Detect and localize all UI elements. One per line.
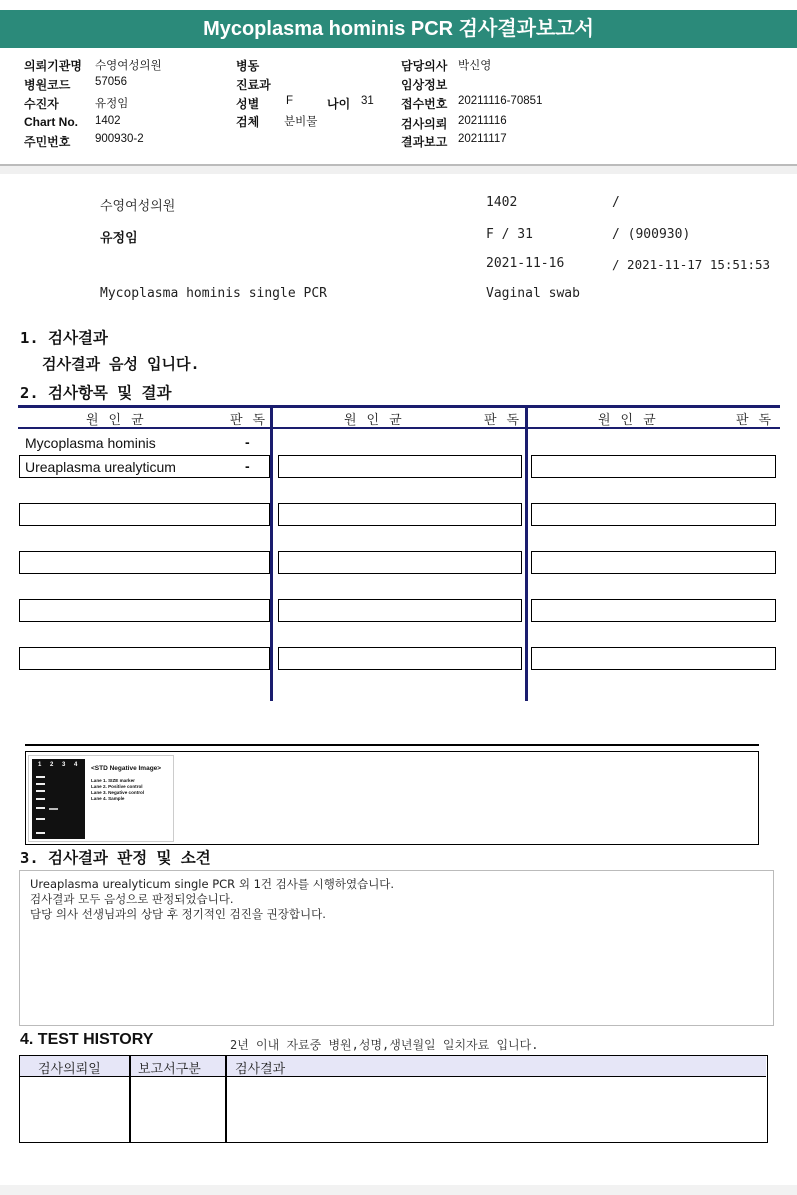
gel-band (36, 776, 45, 778)
sex-value: F (286, 95, 294, 107)
reception-label: 접수번호 (401, 97, 448, 111)
chart-value: 1402 (95, 115, 121, 127)
gel-band (36, 818, 45, 820)
reception-value: 20211116-70851 (458, 95, 543, 107)
result-cell-3-2 (531, 455, 776, 478)
info-birth: / (900930) (612, 227, 691, 242)
gel-band (36, 807, 45, 809)
opinion-line-1: Ureaplasma urealyticum single PCR 외 1건 검사를 시행하였습니다. (30, 877, 395, 891)
gel-band (36, 790, 45, 792)
gel-top-rule (25, 744, 759, 746)
result-cell-3-5 (531, 599, 776, 622)
report-value: 20211117 (458, 133, 507, 145)
history-note: 2년 이내 자료중 병원,성명,생년월일 일치자료 입니다. (230, 1038, 539, 1052)
result-row-2-mark: - (245, 458, 250, 474)
gel-lane-4: Lane 4. Sample (91, 796, 125, 801)
section1-result: 검사결과 음성 입니다. (42, 355, 200, 373)
result-row-1-mark: - (245, 434, 250, 450)
patient-label: 수진자 (24, 97, 59, 111)
report-label: 결과보고 (401, 135, 448, 149)
result-cell-2-4 (278, 551, 522, 574)
history-table (19, 1055, 768, 1143)
gel-image (32, 759, 85, 839)
gel-lane-2: Lane 2. Positive control (91, 784, 143, 789)
gel-image-card (28, 755, 174, 842)
gel-title: <STD Negative Image> (91, 765, 162, 772)
result-cell-1-4 (19, 551, 270, 574)
result-cell-3-6 (531, 647, 776, 670)
gel-lane-number-1: 1 (38, 762, 42, 768)
doctor-value: 박신영 (458, 60, 492, 72)
grid-divider-1 (270, 405, 273, 701)
grid-divider-2 (525, 405, 528, 701)
info-specimen: Vaginal swab (486, 286, 580, 301)
code-value: 57056 (95, 76, 127, 88)
result-cell-2-6 (278, 647, 522, 670)
dept-label: 진료과 (236, 78, 271, 92)
info-patient: 유정임 (100, 231, 138, 246)
page-bottom-band (0, 1185, 797, 1195)
col2-organism-header: 원인균 (344, 413, 412, 428)
opinion-line-3: 담당 의사 선생님과의 상담 후 정기적인 검진을 권장합니다. (30, 907, 326, 921)
opinion-text (30, 877, 394, 922)
gel-lane-1: Lane 1. SIZE marker (91, 778, 135, 783)
gel-lane-legend (91, 778, 144, 802)
sex-label: 성별 (236, 97, 260, 111)
code-label: 병원코드 (24, 78, 71, 92)
specimen-label: 검체 (236, 115, 260, 129)
info-institution: 수영여성의원 (100, 199, 176, 214)
ward-label: 병동 (236, 59, 260, 73)
section2-title: 2. 검사항목 및 결과 (20, 384, 172, 402)
gel-lane-number-4: 4 (74, 762, 78, 768)
gel-band (36, 832, 45, 834)
gel-band (36, 798, 45, 800)
request-label: 검사의뢰 (401, 117, 448, 131)
chart-label: Chart No. (24, 115, 78, 129)
history-divider-1 (129, 1056, 131, 1142)
result-cell-3-4 (531, 551, 776, 574)
specimen-value: 분비물 (284, 116, 318, 128)
id-label: 주민번호 (24, 135, 71, 149)
info-request-date: 2021-11-16 (486, 256, 565, 271)
result-cell-1-5 (19, 599, 270, 622)
age-value: 31 (361, 95, 374, 107)
info-slash: / (612, 195, 620, 210)
info-chart-no: 1402 (486, 195, 518, 210)
result-row-2-organism: Ureaplasma urealyticum (25, 459, 176, 475)
section4-title: 4. TEST HISTORY (20, 1031, 154, 1048)
header-fields (0, 50, 797, 166)
gel-band (49, 808, 58, 810)
result-cell-1-6 (19, 647, 270, 670)
institution-label: 의뢰기관명 (24, 59, 82, 73)
id-value: 900930-2 (95, 133, 144, 145)
result-cell-2-5 (278, 599, 522, 622)
col2-judgement-header: 판독 (484, 413, 530, 428)
institution-value: 수영여성의원 (95, 60, 162, 72)
gel-band (36, 783, 45, 785)
history-col-report-type: 보고서구분 (138, 1062, 201, 1077)
report-title: Mycoplasma hominis PCR 검사결과보고서 (0, 10, 797, 48)
col3-judgement-header: 판독 (736, 413, 782, 428)
result-cell-2-2 (278, 455, 522, 478)
opinion-line-2: 검사결과 모두 음성으로 판정되었습니다. (30, 892, 234, 906)
info-sex-age: F / 31 (486, 227, 533, 242)
grid-top-line (18, 405, 780, 408)
result-cell-3-3 (531, 503, 776, 526)
info-test-name: Mycoplasma hominis single PCR (100, 286, 327, 301)
col1-organism-header: 원인균 (86, 413, 154, 428)
result-row-1-organism: Mycoplasma hominis (25, 435, 156, 451)
opinion-box (19, 870, 774, 1026)
doctor-label: 담당의사 (401, 59, 448, 73)
history-col-result: 검사결과 (235, 1062, 286, 1077)
col1-judgement-header: 판독 (230, 413, 276, 428)
request-value: 20211116 (458, 115, 507, 127)
history-divider-2 (225, 1056, 227, 1142)
history-header-row (20, 1056, 766, 1077)
gel-lane-3: Lane 3. Negative control (91, 790, 145, 795)
gel-lane-number-2: 2 (50, 762, 54, 768)
gel-lane-number-3: 3 (62, 762, 66, 768)
result-cell-2-3 (278, 503, 522, 526)
age-label: 나이 (327, 97, 351, 111)
clinical-label: 임상정보 (401, 78, 448, 92)
patient-value: 유정임 (95, 98, 129, 110)
col3-organism-header: 원인균 (598, 413, 666, 428)
result-cell-1-3 (19, 503, 270, 526)
info-report-datetime: / 2021-11-17 15:51:53 (612, 257, 771, 272)
header-divider (0, 166, 797, 174)
section3-title: 3. 검사결과 판정 및 소견 (20, 849, 211, 867)
section1-title: 1. 검사결과 (20, 329, 108, 347)
history-col-request-date: 검사의뢰일 (38, 1062, 101, 1077)
